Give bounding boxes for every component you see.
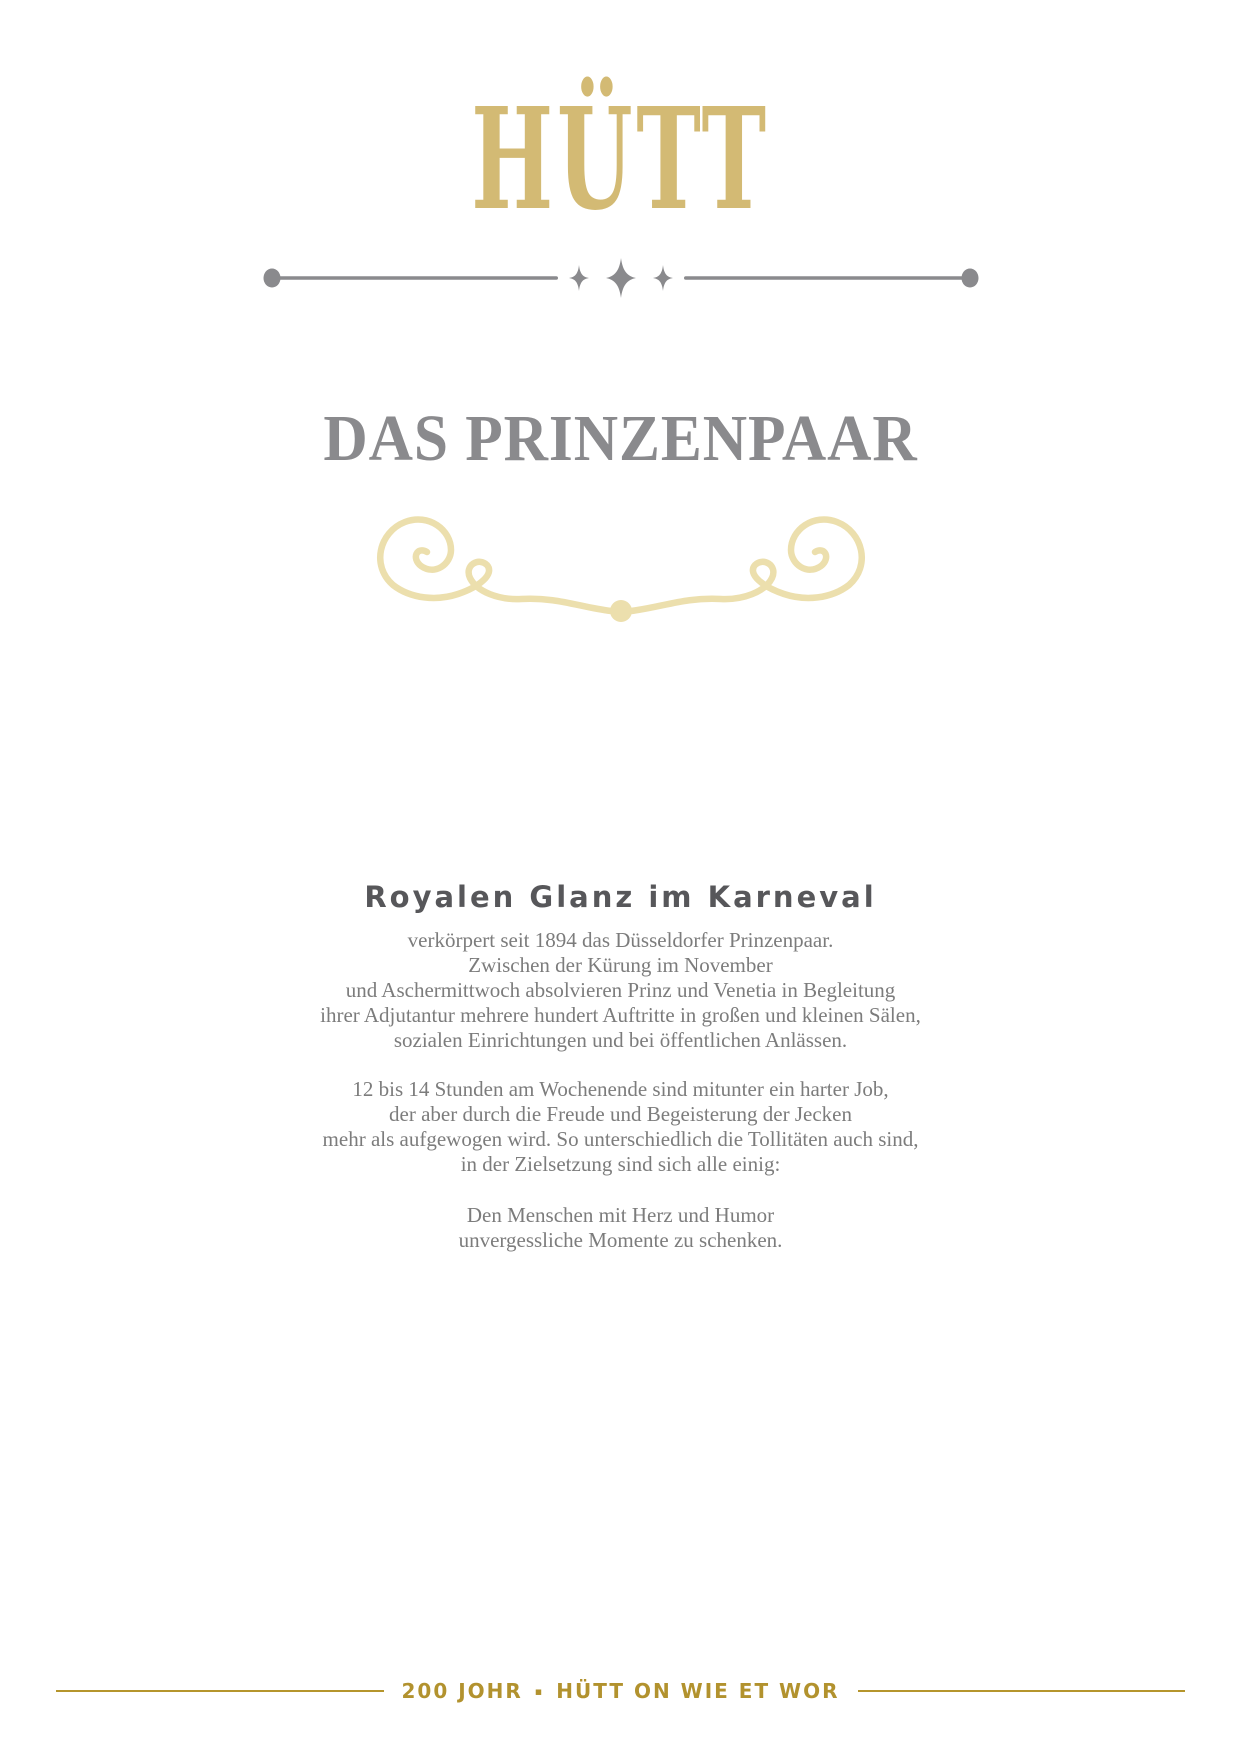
ornament-divider <box>261 258 981 298</box>
body-line: und Aschermittwoch absolvieren Prinz und Venetia in Begleitung <box>345 978 896 1003</box>
footer-text <box>402 1679 840 1703</box>
body-line: sozialen Einrichtungen und bei öffentlichen Anlässen. <box>393 1028 848 1053</box>
divider-dot-right-icon <box>961 268 978 287</box>
paragraph <box>0 1077 1241 1177</box>
section-heading: Royalen Glanz im Karneval <box>364 879 877 914</box>
body-line: unvergessliche Momente zu schenken. <box>458 1228 783 1253</box>
body-line: in der Zielsetzung sind sich alle einig: <box>460 1152 781 1177</box>
body-line: der aber durch die Freude und Begeisterung der Jecken <box>389 1102 852 1127</box>
logo-text: HÜTT <box>471 78 770 242</box>
page-title: DAS PRINZENPAAR <box>323 401 918 475</box>
divider-dot-left-icon <box>263 268 280 287</box>
flourish-dot-icon <box>610 600 632 622</box>
body-line: mehr als aufgewogen wird. So unterschiedlich die Tollitäten auch sind, <box>322 1127 919 1152</box>
flourish-icon <box>361 508 881 628</box>
footer-label-right: HÜTT ON WIE ET WOR <box>556 1679 840 1703</box>
sparkle-small-right-icon <box>653 265 673 291</box>
body-line: ihrer Adjutantur mehrere hundert Auftritte in großen und kleinen Sälen, <box>320 1003 921 1028</box>
body-line: Den Menschen mit Herz und Humor <box>466 1203 775 1228</box>
body-line: 12 bis 14 Stunden am Wochenende sind mitunter ein harter Job, <box>352 1077 889 1102</box>
body-line: Zwischen der Kürung im November <box>468 953 773 978</box>
paragraph <box>0 928 1241 1053</box>
sparkle-large-icon <box>606 258 636 298</box>
body-line: verkörpert seit 1894 das Düsseldorfer Prinzenpaar. <box>407 928 834 953</box>
footer-label-left: 200 JOHR <box>401 1679 523 1703</box>
page-footer <box>0 1676 1241 1706</box>
footer-rule-left <box>56 1690 384 1692</box>
sparkle-small-left-icon <box>569 265 589 291</box>
paragraph <box>0 1203 1241 1253</box>
footer-rule-right <box>858 1690 1186 1692</box>
footer-separator-icon: ▪ <box>534 1684 545 1698</box>
